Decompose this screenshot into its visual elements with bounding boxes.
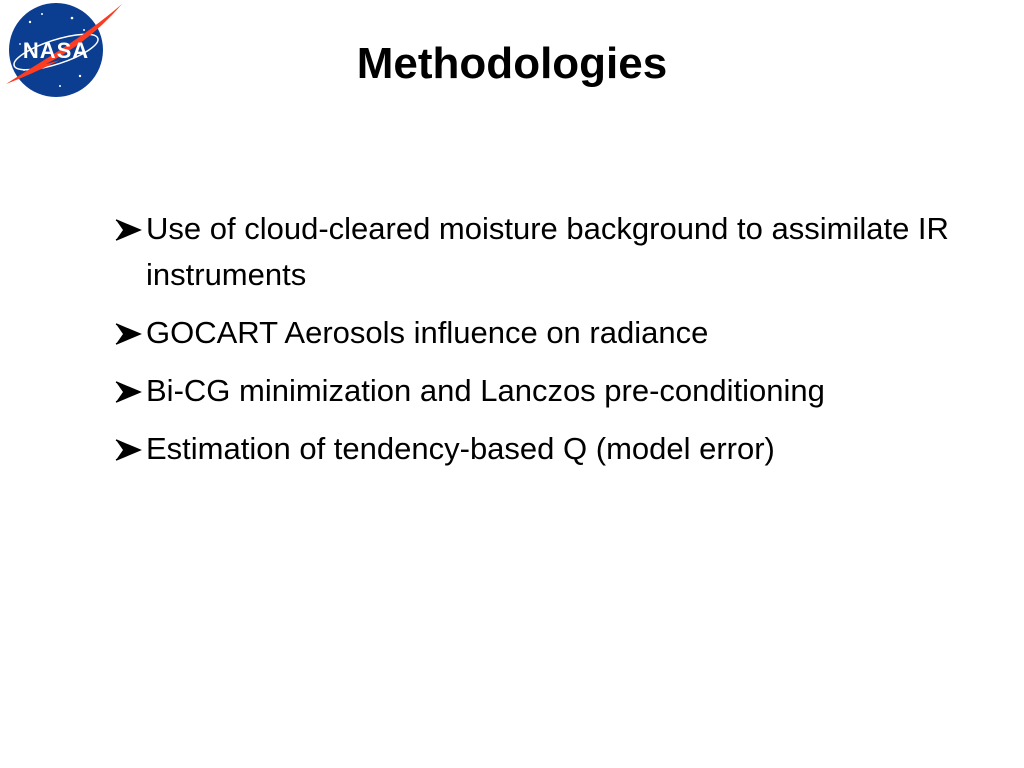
slide-title: Methodologies [356,39,668,88]
arrowhead-bullet-icon [114,438,142,462]
bullet-list [114,206,974,484]
arrowhead-bullet-icon [114,322,142,346]
bullet-text: GOCART Aerosols influence on radiance [146,315,709,350]
bullet-item [114,368,974,414]
bullet-text: Bi-CG minimization and Lanczos pre-conditioning [146,373,825,408]
arrowhead-bullet-icon [114,380,142,404]
bullet-item [114,206,974,298]
bullet-text: Estimation of tendency-based Q (model error) [146,431,775,466]
arrowhead-bullet-icon [114,218,142,242]
logo-text: NASA [22,38,90,63]
bullet-item [114,426,974,472]
bullet-text: Use of cloud-cleared moisture background to assimilate IR instruments [146,211,949,292]
bullet-item [114,310,974,356]
